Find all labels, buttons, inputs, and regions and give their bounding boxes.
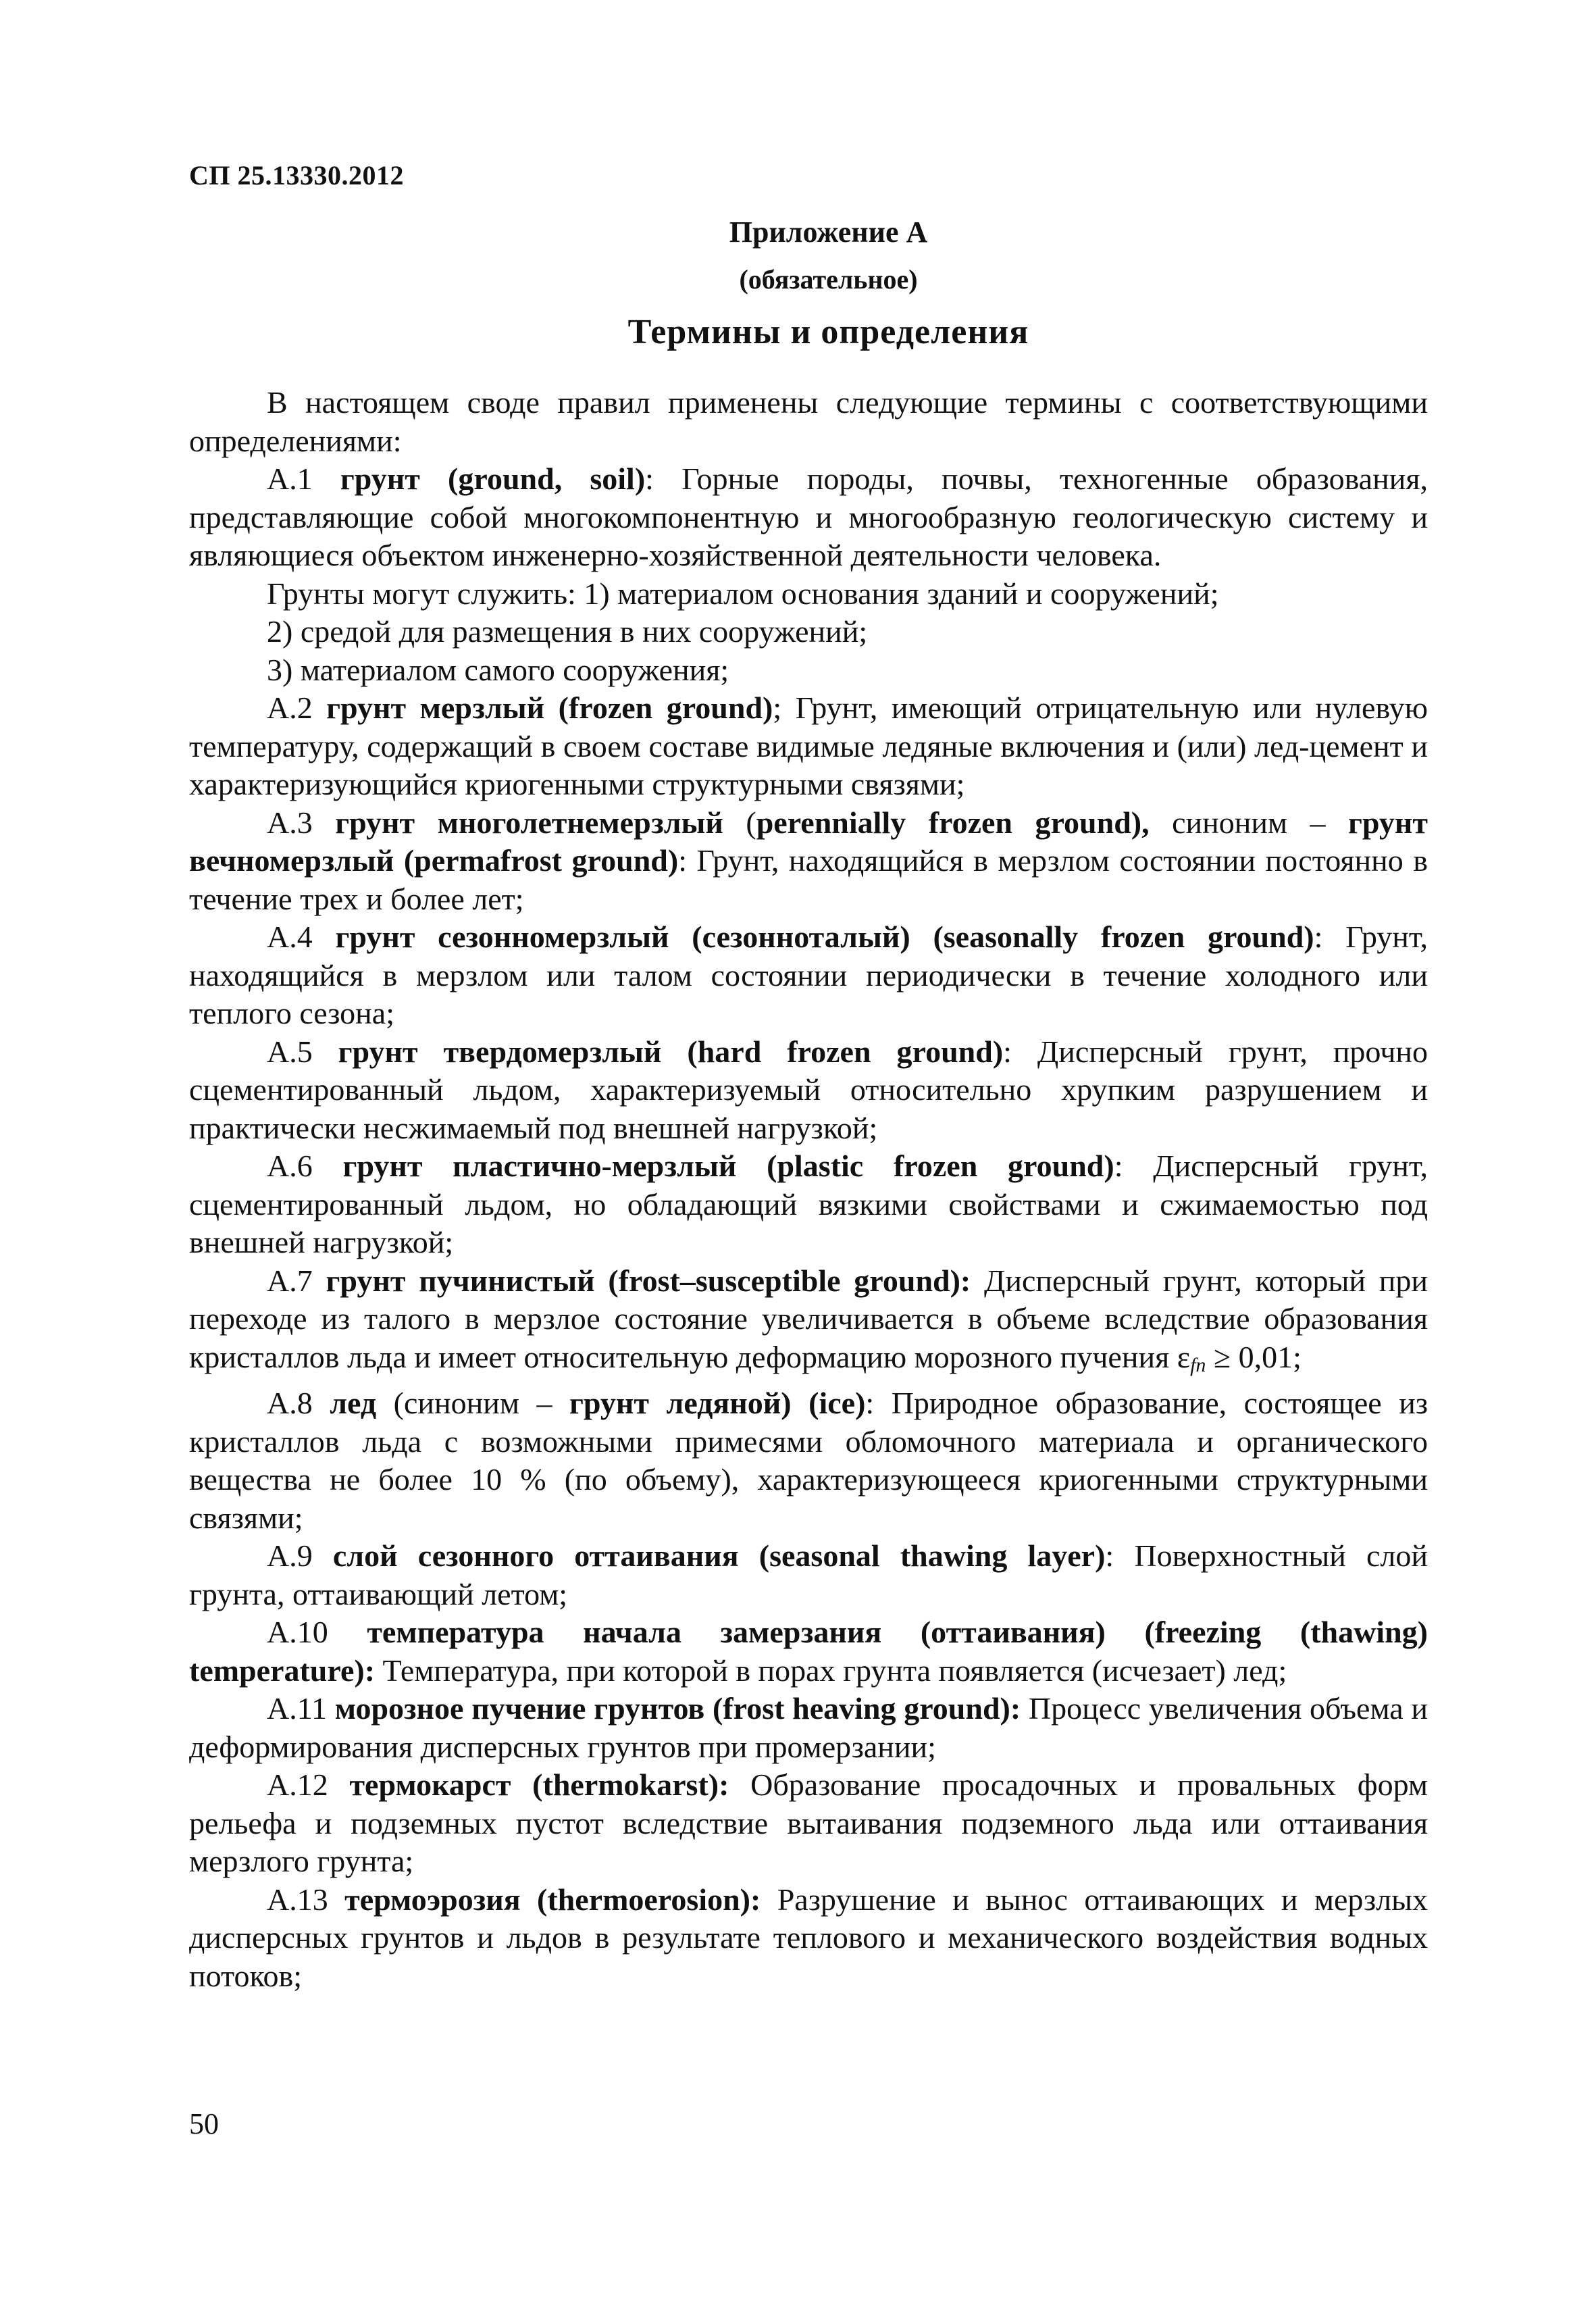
term-synonym: грунт вечномерзлый (permafrost ground) xyxy=(189,805,1428,878)
term-number: А.12 xyxy=(267,1767,350,1802)
term-definition: Температура, при которой в порах грунта появляется (исчезает) лед; xyxy=(375,1653,1287,1688)
term-paragraph-a12 xyxy=(189,1766,1428,1881)
term-definition: : Дисперсный грунт, прочно сцементированный льдом, характеризуемый относительно хрупким разрушением и практически несжимаемый под внешней нагрузкой; xyxy=(189,1034,1428,1145)
strain-symbol: ε xyxy=(1177,1339,1191,1374)
intro-paragraph: В настоящем своде правил применены следующие термины с соответствующими определениями: xyxy=(189,385,1428,458)
term-name: морозное пучение грунтов (frost heaving ground): xyxy=(334,1691,1021,1726)
term-paragraph-a4 xyxy=(189,918,1428,1033)
term-connector: (синоним – xyxy=(376,1386,570,1420)
term-name-english: perennially frozen ground), xyxy=(756,805,1173,840)
appendix-status: (обязательное) xyxy=(739,264,918,295)
term-name: термоэрозия (thermoerosion): xyxy=(344,1882,761,1917)
term-paragraph-a6 xyxy=(189,1147,1428,1262)
term-definition: Процесс увеличения объема и деформирования дисперсных грунтов при промерзании; xyxy=(189,1691,1428,1764)
term-name: грунт мерзлый (frozen ground) xyxy=(326,690,773,725)
term-name: грунт твердомерзлый (hard frozen ground) xyxy=(338,1034,1004,1069)
term-paragraph-a5 xyxy=(189,1033,1428,1148)
term-synonym-label: синоним – xyxy=(1172,805,1349,840)
term-definition: Дисперсный грунт, который при переходе из талого в мерзлое состояние увеличивается в объеме вследствие образования кристаллов льда и имеет относительную деформацию морозного пучения xyxy=(189,1263,1428,1374)
term-name: температура начала замерзания (оттаивания) (freezing (thawing) temperature): xyxy=(189,1615,1428,1688)
term-number: А.1 xyxy=(267,461,340,496)
term-number: А.2 xyxy=(267,690,327,725)
term-number: А.3 xyxy=(267,805,336,840)
term-number: А.11 xyxy=(267,1691,335,1726)
term-definition: : Природное образование, состоящее из кристаллов льда с возможными примесями обломочного материала и органического вещества не более 10 % (по объему), характеризующееся криогенными структурными связями; xyxy=(189,1386,1428,1535)
page-number: 50 xyxy=(189,2107,219,2140)
term-definition: : Грунт, находящийся в мерзлом или талом состоянии периодически в течение холодного или теплого сезона; xyxy=(189,920,1428,1030)
term-number: А.7 xyxy=(267,1263,326,1298)
term-number: А.5 xyxy=(267,1034,338,1069)
term-number: А.10 xyxy=(267,1615,367,1649)
term-number: А.4 xyxy=(267,920,336,954)
term-number: А.13 xyxy=(267,1882,345,1917)
document-body xyxy=(189,384,1428,1995)
soil-uses-line-1: Грунты могут служить: 1) материалом основания зданий и сооружений; xyxy=(267,576,1219,611)
soil-uses-line-3: 3) материалом самого сооружения; xyxy=(267,652,729,687)
term-definition: ; Грунт, имеющий отрицательную или нулевую температуру, содержащий в своем составе видимые ледяные включения и (или) лед-цемент и характеризующийся криогенными структурными связями; xyxy=(189,690,1428,801)
term-paragraph-a13 xyxy=(189,1881,1428,1996)
term-name: термокарст (thermokarst): xyxy=(349,1767,729,1802)
strain-symbol-subscript: fn xyxy=(1190,1353,1206,1376)
term-name: грунт многолетнемерзлый xyxy=(335,805,723,840)
term-definition: : Грунт, находящийся в мерзлом состоянии постоянно в течение трех и более лет; xyxy=(189,843,1428,916)
term-definition-end: ≥ 0,01; xyxy=(1206,1339,1302,1374)
term-name: грунт пластично-мерзлый (plastic frozen ground) xyxy=(342,1149,1114,1183)
term-definition: : Поверхностный слой грунта, оттаивающий летом; xyxy=(189,1538,1428,1611)
term-number: А.8 xyxy=(267,1386,330,1420)
term-name: лед xyxy=(330,1386,377,1420)
term-paragraph-a2 xyxy=(189,689,1428,804)
term-definition: Образование просадочных и провальных форм рельефа и подземных пустот вследствие вытаивания подземного льда или оттаивания мерзлого грунта; xyxy=(189,1767,1428,1878)
section-title: Термины и определения xyxy=(627,313,1029,351)
document-code: СП 25.13330.2012 xyxy=(189,160,404,191)
term-synonym: грунт ледяной) (ice) xyxy=(569,1386,866,1420)
term-paragraph-a8 xyxy=(189,1384,1428,1537)
term-paragraph-a11 xyxy=(189,1690,1428,1766)
term-name: грунт пучинистый (frost–susceptible ground): xyxy=(326,1263,971,1298)
term-paragraph-a1 xyxy=(189,460,1428,575)
term-definition: Разрушение и вынос оттаивающих и мерзлых дисперсных грунтов и льдов в результате теплового и механического воздействия водных потоков; xyxy=(189,1882,1428,1993)
term-paragraph-a3 xyxy=(189,804,1428,919)
term-number: А.6 xyxy=(267,1149,343,1183)
term-paragraph-a10 xyxy=(189,1613,1428,1690)
term-definition: : Дисперсный грунт, сцементированный льдом, но обладающий вязкими свойствами и сжимаемостью под внешней нагрузкой; xyxy=(189,1149,1428,1259)
appendix-title: Приложение А xyxy=(729,216,928,249)
term-number: А.9 xyxy=(267,1538,333,1573)
term-paragraph-a7 xyxy=(189,1262,1428,1385)
term-paragraph-a9 xyxy=(189,1537,1428,1613)
term-name: грунт сезонномерзлый (сезонноталый) (seasonally frozen ground) xyxy=(335,920,1314,954)
term-name: грунт (ground, soil) xyxy=(340,461,646,496)
soil-uses-line-2: 2) средой для размещения в них сооружений; xyxy=(267,614,868,649)
term-connector: ( xyxy=(723,805,756,840)
term-definition: : Горные породы, почвы, техногенные образования, представляющие собой многокомпонентную и многообразную геологическую систему и являющиеся объектом инженерно-хозяйственной деятельности человека. xyxy=(189,461,1428,572)
term-name: слой сезонного оттаивания (seasonal thawing layer) xyxy=(332,1538,1106,1573)
